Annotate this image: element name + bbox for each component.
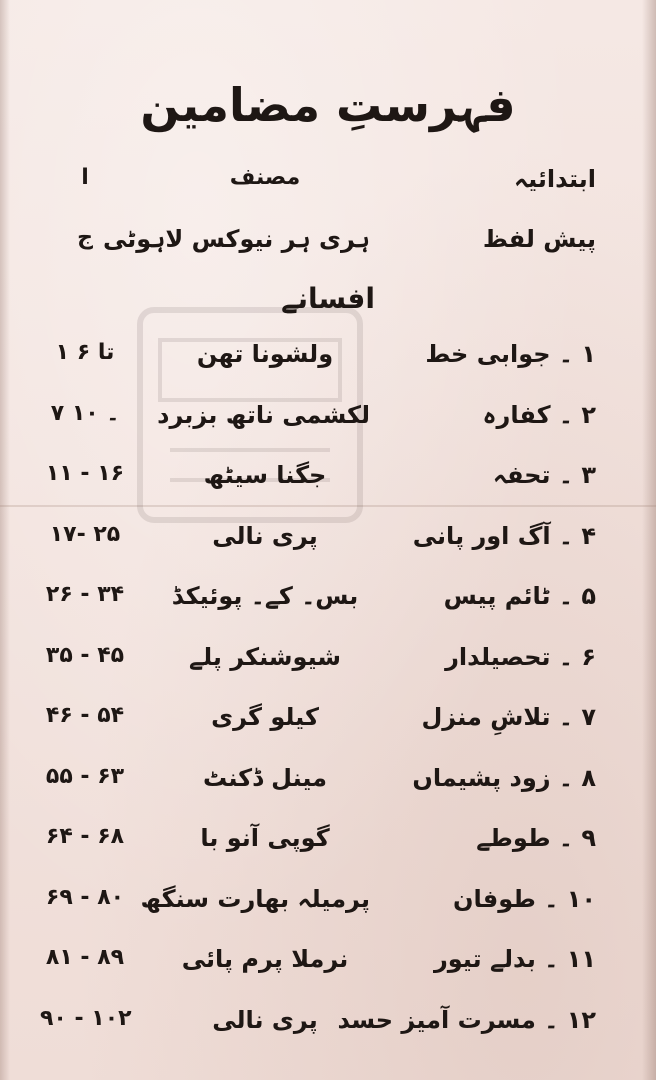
story-title	[493, 461, 596, 489]
story-number: ۱۲	[566, 1005, 596, 1034]
story-pages: ۱۱ - ۱۶	[45, 461, 125, 486]
contents-row	[0, 1006, 656, 1046]
story-title-text: تحصیلدار	[445, 642, 551, 671]
story-pages: ۳۵ - ۴۵	[45, 642, 125, 668]
story-title	[413, 522, 596, 550]
foreword-author: ہری ہر نیوکس لاہوٹی	[102, 225, 370, 253]
foreword-title: پیش لفظ	[482, 225, 596, 253]
number-separator: ۔	[550, 521, 582, 550]
number-separator: ۔	[535, 884, 567, 913]
story-number: ۳	[581, 461, 596, 489]
story-number: ۴	[581, 521, 596, 550]
page-title: فہرستِ مضامین	[140, 78, 516, 132]
contents-row	[0, 401, 656, 441]
story-pages: ۶۴ - ۶۸	[45, 824, 125, 849]
contents-row	[0, 522, 656, 562]
story-number: ۶	[581, 642, 596, 671]
story-author: پری نالی	[212, 521, 318, 550]
story-number: ۱۰	[566, 884, 596, 913]
story-author: مینل ڈکنٹ	[202, 763, 328, 792]
foreword-page: ج	[77, 225, 93, 250]
header-row	[0, 165, 656, 205]
story-author: بس۔ کے۔ پوئیکڈ	[171, 582, 359, 610]
story-title-text: بدلے تیور	[433, 945, 536, 973]
story-author: نرملا پرم پائی	[181, 945, 349, 973]
contents-row	[0, 461, 656, 501]
story-author: لکشمی ناتھ بزبرد	[157, 400, 370, 429]
story-title-text: تلاشِ منزل	[421, 703, 551, 731]
story-pages: ۲۶ - ۳۴	[45, 582, 125, 607]
story-title-text: مسرت آمیز حسد	[337, 1005, 536, 1034]
contents-row	[0, 764, 656, 804]
story-title-text: جوابی خط	[425, 340, 551, 368]
story-title	[421, 703, 596, 731]
contents-row	[0, 885, 656, 925]
story-title-text: آگ اور پانی	[412, 521, 551, 550]
story-pages: ۱ تا ۶	[55, 340, 115, 365]
story-title	[425, 340, 596, 368]
number-separator: ۔	[550, 400, 582, 429]
story-title	[476, 824, 596, 852]
foreword-row	[0, 225, 656, 265]
story-title-text: زود پشیماں	[412, 763, 551, 792]
story-number: ۸	[581, 763, 596, 792]
story-pages: ۸۱ - ۸۹	[45, 945, 125, 970]
story-title	[444, 582, 596, 610]
story-title	[337, 1006, 596, 1034]
contents-row	[0, 643, 656, 683]
story-pages: ۷ ۔ ۱۰	[50, 400, 120, 426]
story-pages: ۹۰ - ۱۰۲	[40, 1005, 132, 1031]
story-pages: ۴۶ - ۵۴	[45, 703, 125, 728]
number-separator: ۔	[550, 703, 582, 731]
number-separator: ۔	[550, 461, 582, 489]
story-pages: ۵۵ - ۶۳	[45, 763, 125, 789]
story-title	[412, 764, 596, 792]
number-separator: ۔	[535, 1005, 567, 1034]
story-author: شیوشنکر پلے	[189, 642, 341, 671]
story-author: ولشونا تھن	[196, 340, 334, 368]
intro-label: ابتدائیہ	[514, 165, 596, 193]
story-title-text: ٹائم پیس	[443, 582, 551, 610]
story-number: ۲	[581, 400, 596, 429]
contents-row	[0, 340, 656, 380]
story-title	[453, 885, 596, 913]
story-author: پرمیلہ بھارت سنگھ	[140, 884, 370, 913]
story-title-text: طوفان	[453, 884, 536, 913]
story-number: ۵	[581, 582, 596, 610]
story-author: پری نالی	[212, 1005, 318, 1034]
story-number: ۱	[581, 340, 596, 368]
author-column-header: مصنف	[229, 165, 301, 190]
story-title-text: طوطے	[476, 824, 551, 852]
contents-row	[0, 824, 656, 864]
story-author: جگنا سیٹھ	[203, 461, 327, 489]
story-title-text: تحفہ	[492, 461, 551, 489]
contents-row	[0, 945, 656, 985]
story-number: ۷	[581, 703, 596, 731]
number-separator: ۔	[550, 582, 582, 610]
story-pages: ۶۹ - ۸۰	[45, 884, 125, 910]
story-number: ۹	[581, 824, 596, 852]
story-title-text: کفارہ	[482, 400, 551, 429]
story-author: گوپی آنو با	[200, 824, 330, 852]
story-title	[445, 643, 596, 671]
story-pages: ۱۷- ۲۵	[49, 521, 121, 547]
number-separator: ۔	[535, 945, 567, 973]
number-separator: ۔	[550, 824, 582, 852]
intro-page: ا	[81, 165, 89, 190]
contents-row	[0, 582, 656, 622]
section-heading-stories: افسانے	[281, 282, 375, 315]
number-separator: ۔	[550, 340, 582, 368]
story-author: کیلو گری	[211, 703, 319, 731]
number-separator: ۔	[550, 642, 582, 671]
story-number: ۱۱	[566, 945, 596, 973]
story-title	[482, 401, 596, 429]
contents-row	[0, 703, 656, 743]
number-separator: ۔	[550, 763, 582, 792]
story-title	[434, 945, 596, 973]
